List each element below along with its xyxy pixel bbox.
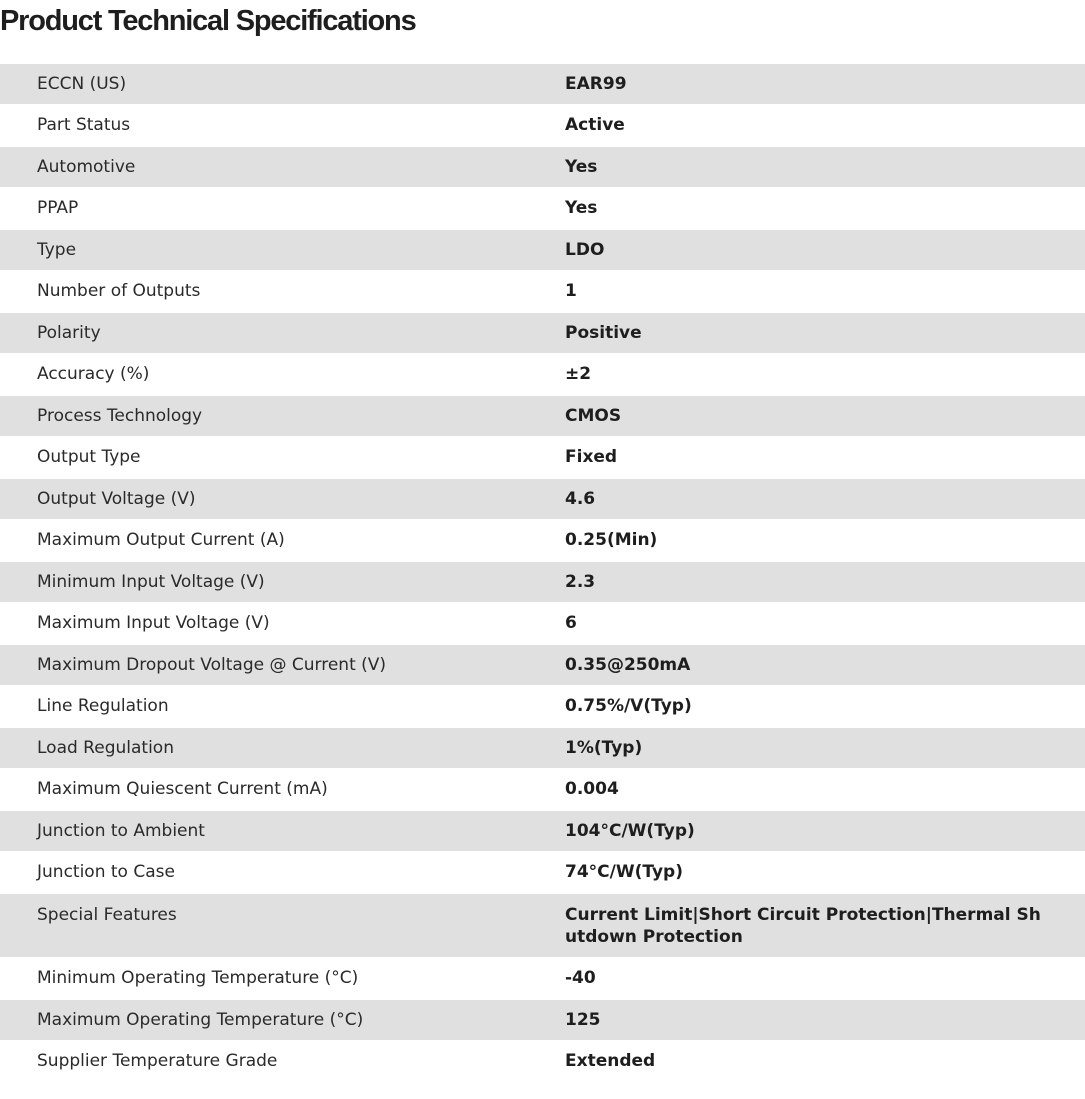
spec-row [0,602,1085,645]
spec-label: Junction to Case [0,851,565,894]
spec-label: Part Status [0,104,565,147]
spec-value: Yes [565,147,1085,187]
spec-row [0,436,1085,479]
spec-value: 0.25(Min) [565,519,1085,562]
spec-row [0,645,1085,685]
spec-row [0,147,1085,187]
spec-row [0,519,1085,562]
spec-value: 1 [565,270,1085,313]
spec-row [0,270,1085,313]
spec-label: Supplier Temperature Grade [0,1040,565,1083]
spec-value: 4.6 [565,479,1085,519]
spec-label: Maximum Output Current (A) [0,519,565,562]
spec-value: Fixed [565,436,1085,479]
spec-label: Minimum Operating Temperature (°C) [0,957,565,1000]
spec-label: Accuracy (%) [0,353,565,396]
spec-label: Load Regulation [0,728,565,768]
spec-row [0,685,1085,728]
spec-value: 6 [565,602,1085,645]
spec-row [0,894,1085,957]
spec-row [0,396,1085,436]
spec-value: Current Limit|Short Circuit Protection|Thermal Shutdown Protection [565,894,1085,957]
spec-value: LDO [565,230,1085,270]
spec-label: Line Regulation [0,685,565,728]
spec-row [0,230,1085,270]
spec-row [0,811,1085,851]
spec-row [0,1040,1085,1083]
spec-label: Minimum Input Voltage (V) [0,562,565,602]
spec-label: Type [0,230,565,270]
spec-label: Maximum Dropout Voltage @ Current (V) [0,645,565,685]
spec-label: Output Voltage (V) [0,479,565,519]
spec-table-body [0,64,1085,1083]
spec-value: 0.75%/V(Typ) [565,685,1085,728]
spec-value: 74°C/W(Typ) [565,851,1085,894]
spec-value: CMOS [565,396,1085,436]
spec-label: Maximum Input Voltage (V) [0,602,565,645]
spec-row [0,768,1085,811]
spec-label: Automotive [0,147,565,187]
spec-value: ±2 [565,353,1085,396]
spec-label: Output Type [0,436,565,479]
spec-value: 0.35@250mA [565,645,1085,685]
spec-value: EAR99 [565,64,1085,104]
spec-row [0,851,1085,894]
spec-row [0,562,1085,602]
spec-value: 2.3 [565,562,1085,602]
spec-value: Active [565,104,1085,147]
spec-row [0,1000,1085,1040]
spec-row [0,479,1085,519]
spec-value: 125 [565,1000,1085,1040]
spec-label: Maximum Quiescent Current (mA) [0,768,565,811]
spec-label: Process Technology [0,396,565,436]
spec-value: Extended [565,1040,1085,1083]
spec-label: Polarity [0,313,565,353]
spec-label: PPAP [0,187,565,230]
spec-value: Positive [565,313,1085,353]
spec-row [0,64,1085,104]
spec-row [0,104,1085,147]
spec-label: Maximum Operating Temperature (°C) [0,1000,565,1040]
spec-label: Special Features [0,894,565,957]
page-title: Product Technical Specifications [0,5,416,37]
spec-row [0,187,1085,230]
spec-row [0,353,1085,396]
spec-value: Yes [565,187,1085,230]
spec-value: -40 [565,957,1085,1000]
spec-row [0,313,1085,353]
spec-value: 104°C/W(Typ) [565,811,1085,851]
spec-label: ECCN (US) [0,64,565,104]
spec-value: 0.004 [565,768,1085,811]
spec-label: Junction to Ambient [0,811,565,851]
spec-row [0,728,1085,768]
spec-value: 1%(Typ) [565,728,1085,768]
spec-label: Number of Outputs [0,270,565,313]
spec-table [0,64,1085,1083]
spec-row [0,957,1085,1000]
